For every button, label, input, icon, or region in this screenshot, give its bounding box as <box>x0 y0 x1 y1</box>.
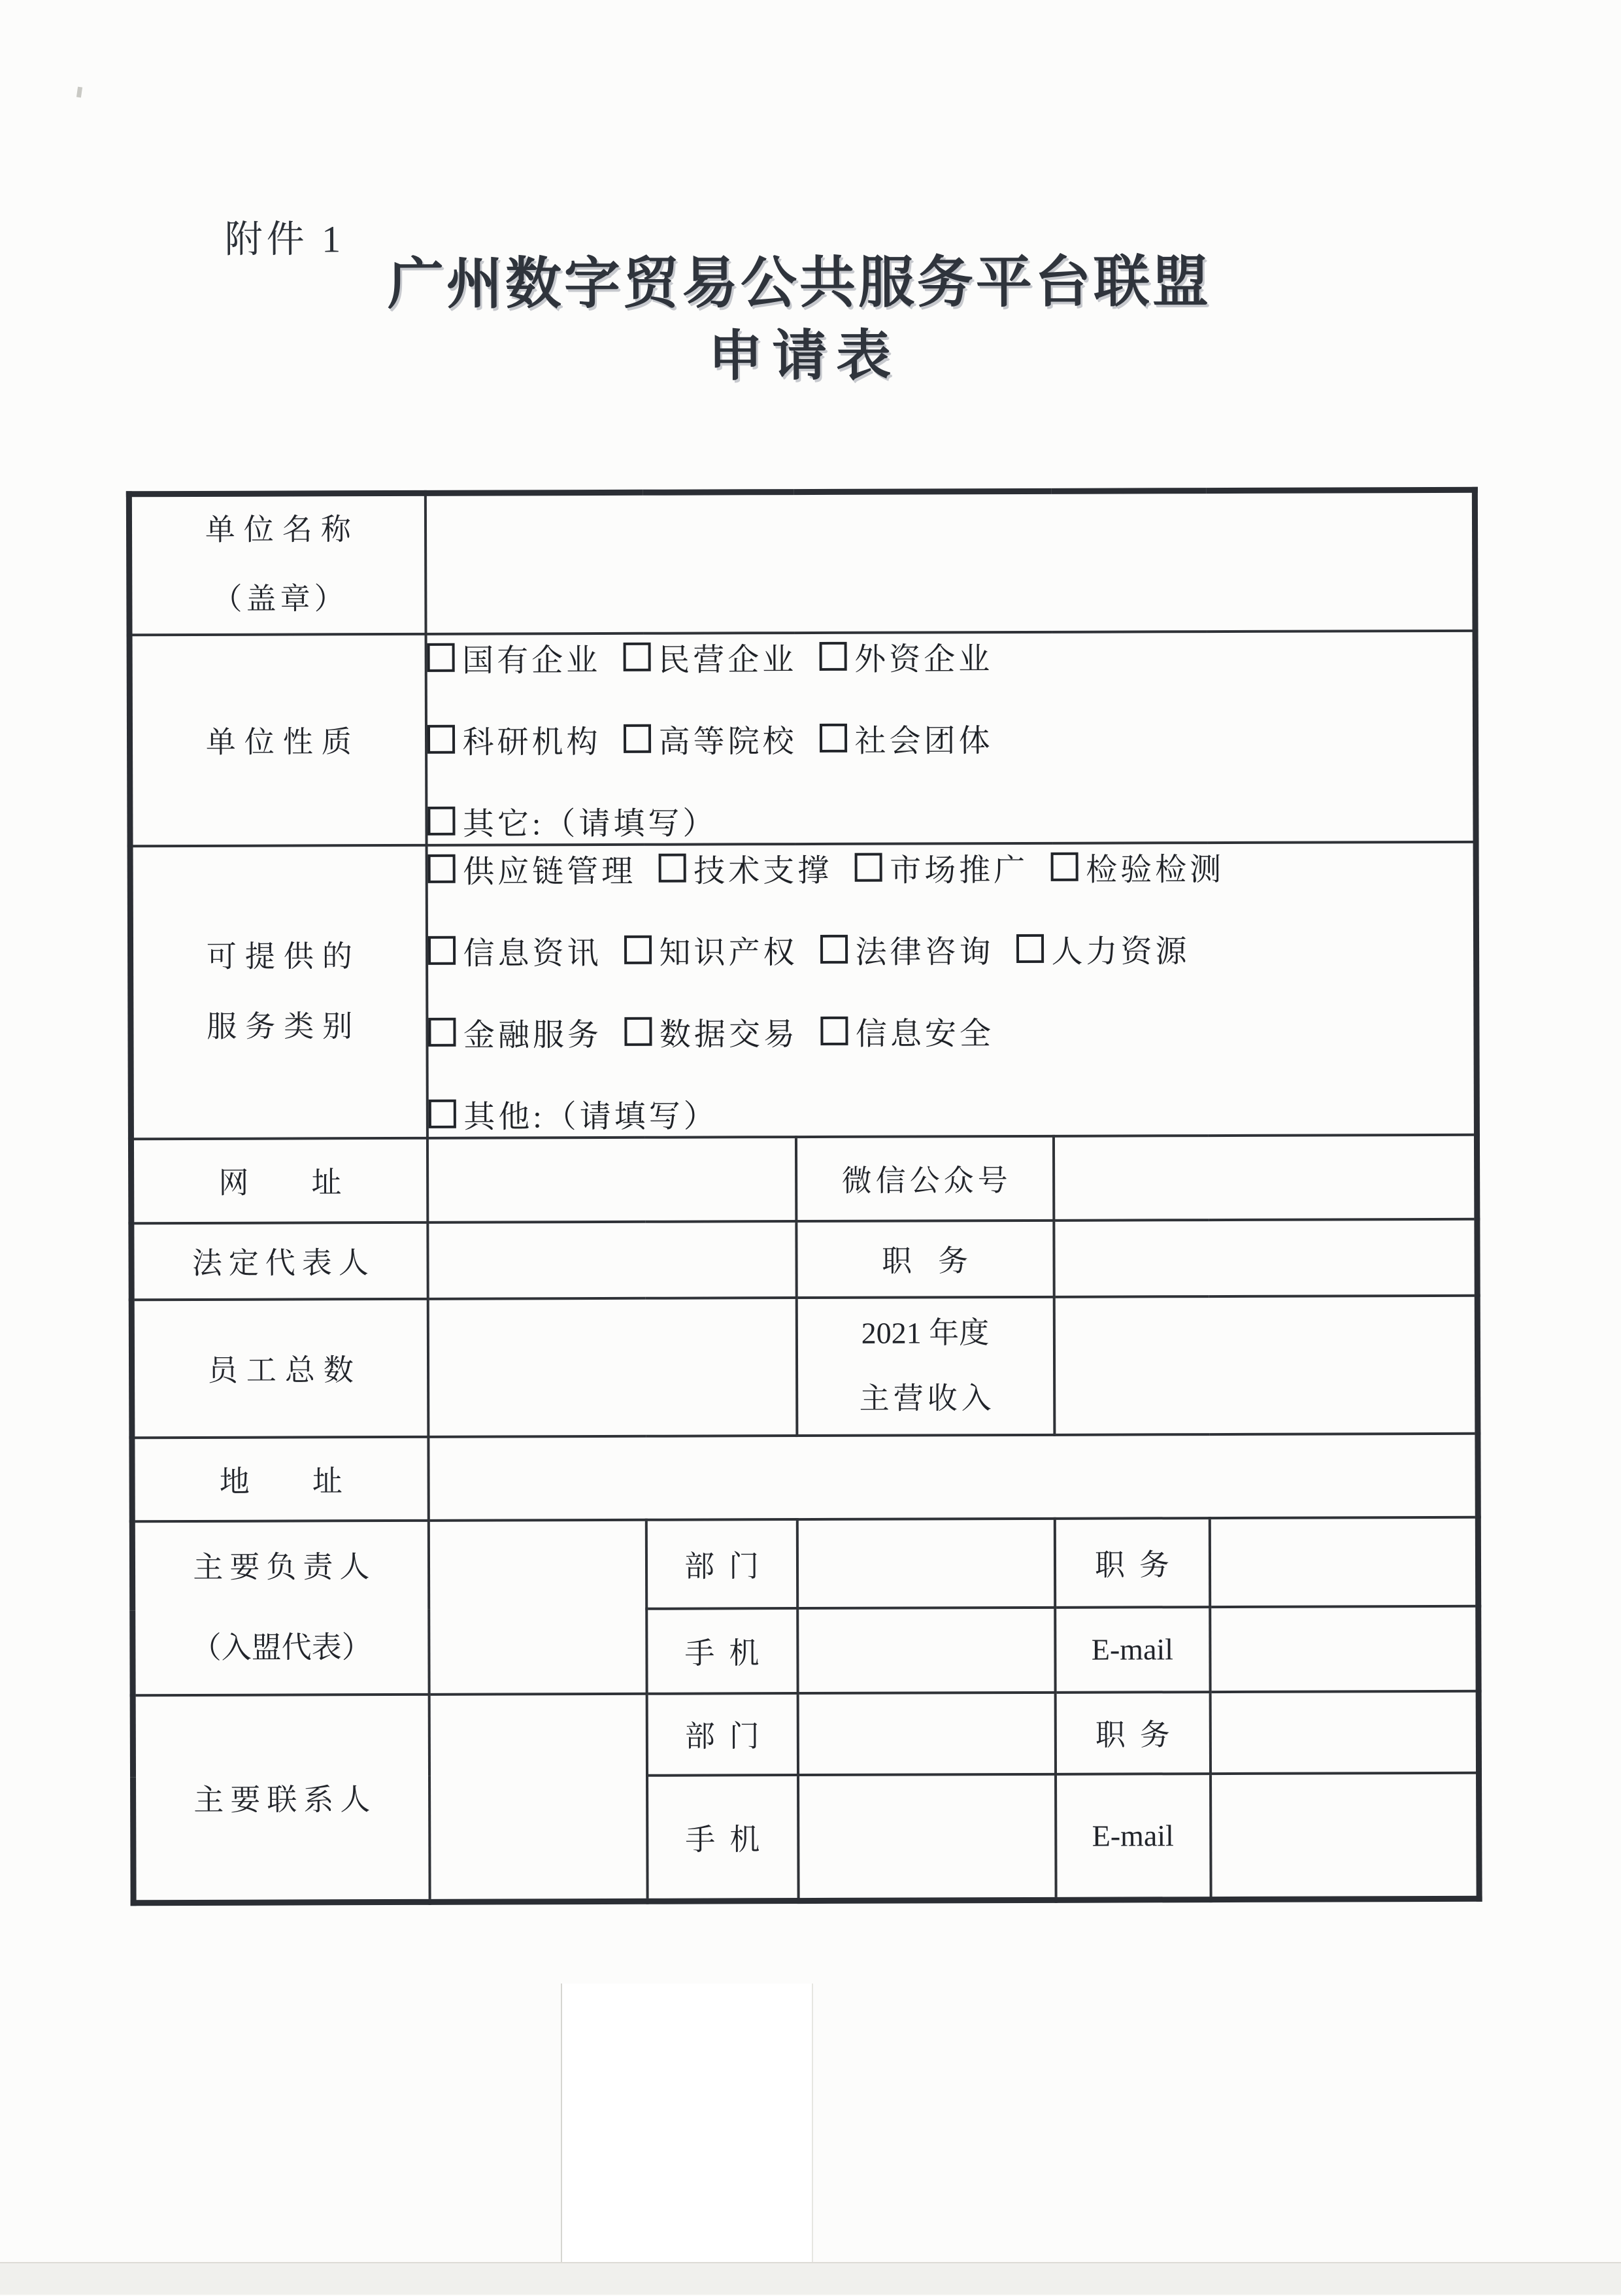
principal-dept-label: 部门 <box>646 1519 797 1609</box>
checkbox-icon[interactable] <box>428 1100 456 1128</box>
checkbox-icon[interactable] <box>624 936 651 964</box>
legal-rep-value[interactable] <box>427 1221 796 1299</box>
form-subtitle: 申请表 <box>708 326 901 388</box>
checkbox-option-hr[interactable]: 人力资源 <box>1016 926 1190 971</box>
checkbox-option-ip[interactable]: 知识产权 <box>624 927 797 973</box>
form-title-block <box>125 250 1474 388</box>
services-line-2 <box>427 924 1473 973</box>
unit-nature-line-2 <box>427 713 1473 762</box>
checkbox-option-information[interactable]: 信息资讯 <box>427 928 601 973</box>
checkbox-option-state-owned[interactable]: 国有企业 <box>427 635 601 681</box>
checkbox-icon[interactable] <box>427 643 454 672</box>
checkbox-icon[interactable] <box>427 725 454 754</box>
contact-dept-label: 部门 <box>646 1693 797 1776</box>
services-line-3 <box>428 1006 1474 1055</box>
principal-duty-label: 职务 <box>1054 1518 1209 1608</box>
unit-nature-options <box>426 630 1476 845</box>
checkbox-icon[interactable] <box>427 807 455 836</box>
wechat-value[interactable] <box>1053 1134 1477 1220</box>
legal-rep-duty-value[interactable] <box>1054 1219 1477 1296</box>
principal-dept-value[interactable] <box>797 1518 1054 1608</box>
checkbox-option-supply-chain[interactable]: 供应链管理 <box>427 845 636 891</box>
website-label: 网址 <box>131 1138 427 1223</box>
checkbox-option-info-security[interactable]: 信息安全 <box>820 1008 994 1054</box>
principal-email-value[interactable] <box>1210 1606 1479 1691</box>
services-line-4 <box>428 1088 1474 1136</box>
unit-name-value[interactable] <box>425 490 1475 633</box>
checkbox-icon[interactable] <box>820 1017 848 1045</box>
checkbox-icon[interactable] <box>820 935 848 964</box>
staff-total-value[interactable] <box>427 1298 797 1437</box>
staff-total-label: 员工总数 <box>131 1298 428 1437</box>
wechat-label: 微信公众号 <box>795 1136 1053 1221</box>
scan-artifact-bottom-strip <box>0 2262 1621 2295</box>
principal-duty-value[interactable] <box>1209 1517 1478 1606</box>
unit-nature-label: 单位性质 <box>129 633 426 845</box>
checkbox-option-social-group[interactable]: 社会团体 <box>819 715 993 761</box>
principal-mobile-value[interactable] <box>797 1607 1055 1693</box>
checkbox-option-tech-support[interactable]: 技术支撑 <box>658 845 832 890</box>
checkbox-icon[interactable] <box>1016 934 1044 963</box>
contact-mobile-label: 手机 <box>647 1775 799 1902</box>
checkbox-icon[interactable] <box>624 1017 652 1046</box>
application-table <box>126 487 1482 1906</box>
checkbox-option-services-other[interactable]: 其他:（请填写） <box>428 1090 718 1136</box>
legal-rep-label: 法定代表人 <box>131 1222 427 1299</box>
revenue-2021-label: 2021 年度 主营收入 <box>796 1296 1054 1435</box>
checkbox-icon[interactable] <box>623 724 650 753</box>
unit-name-label: 单位名称 （盖章） <box>129 493 426 634</box>
checkbox-icon[interactable] <box>427 936 455 965</box>
principal-label: 主要负责人 （入盟代表） <box>132 1520 429 1695</box>
checkbox-icon[interactable] <box>854 853 882 882</box>
checkbox-icon[interactable] <box>1050 853 1078 881</box>
scan-artifact-light-band <box>561 1984 813 2293</box>
checkbox-icon[interactable] <box>658 854 686 883</box>
address-value[interactable] <box>428 1433 1478 1520</box>
contact-email-label: E-mail <box>1056 1774 1211 1900</box>
contact-duty-label: 职务 <box>1055 1692 1210 1774</box>
website-value[interactable] <box>427 1137 795 1223</box>
checkbox-option-university[interactable]: 高等院校 <box>623 716 797 762</box>
checkbox-icon[interactable] <box>623 643 650 671</box>
checkbox-option-finance[interactable]: 金融服务 <box>428 1009 602 1055</box>
contact-email-value[interactable] <box>1211 1772 1480 1899</box>
address-label: 地址 <box>132 1436 428 1521</box>
principal-mobile-label: 手机 <box>646 1608 797 1694</box>
contact-duty-value[interactable] <box>1210 1691 1479 1773</box>
services-label: 可提供的 服务类别 <box>130 845 427 1138</box>
checkbox-option-legal[interactable]: 法律咨询 <box>820 926 994 972</box>
checkbox-option-research[interactable]: 科研机构 <box>427 717 601 762</box>
checkbox-option-foreign[interactable]: 外资企业 <box>819 633 993 679</box>
checkbox-icon[interactable] <box>819 642 846 671</box>
checkbox-option-nature-other[interactable]: 其它:（请填写） <box>427 798 718 843</box>
unit-nature-line-1 <box>427 632 1473 680</box>
services-line-1 <box>427 843 1473 891</box>
contact-name-value[interactable] <box>429 1693 647 1902</box>
services-options <box>426 841 1477 1138</box>
checkbox-option-marketing[interactable]: 市场推广 <box>854 844 1028 890</box>
checkbox-icon[interactable] <box>427 854 455 883</box>
revenue-2021-value[interactable] <box>1054 1295 1478 1434</box>
checkbox-icon[interactable] <box>819 724 846 752</box>
checkbox-option-private[interactable]: 民营企业 <box>623 634 797 680</box>
attachment-label: 附件 1 <box>224 218 345 261</box>
contact-mobile-value[interactable] <box>798 1774 1056 1900</box>
contact-label: 主要联系人 <box>133 1694 429 1902</box>
checkbox-icon[interactable] <box>428 1018 456 1047</box>
principal-name-value[interactable] <box>428 1519 646 1694</box>
checkbox-option-inspection[interactable]: 检验检测 <box>1050 844 1224 890</box>
unit-nature-line-3 <box>427 795 1473 843</box>
principal-email-label: E-mail <box>1055 1607 1210 1693</box>
contact-dept-value[interactable] <box>797 1692 1055 1774</box>
checkbox-option-data-trade[interactable]: 数据交易 <box>624 1009 798 1055</box>
legal-rep-duty-label: 职务 <box>796 1220 1054 1297</box>
form-title: 广州数字贸易公共服务平台联盟 <box>387 250 1211 316</box>
